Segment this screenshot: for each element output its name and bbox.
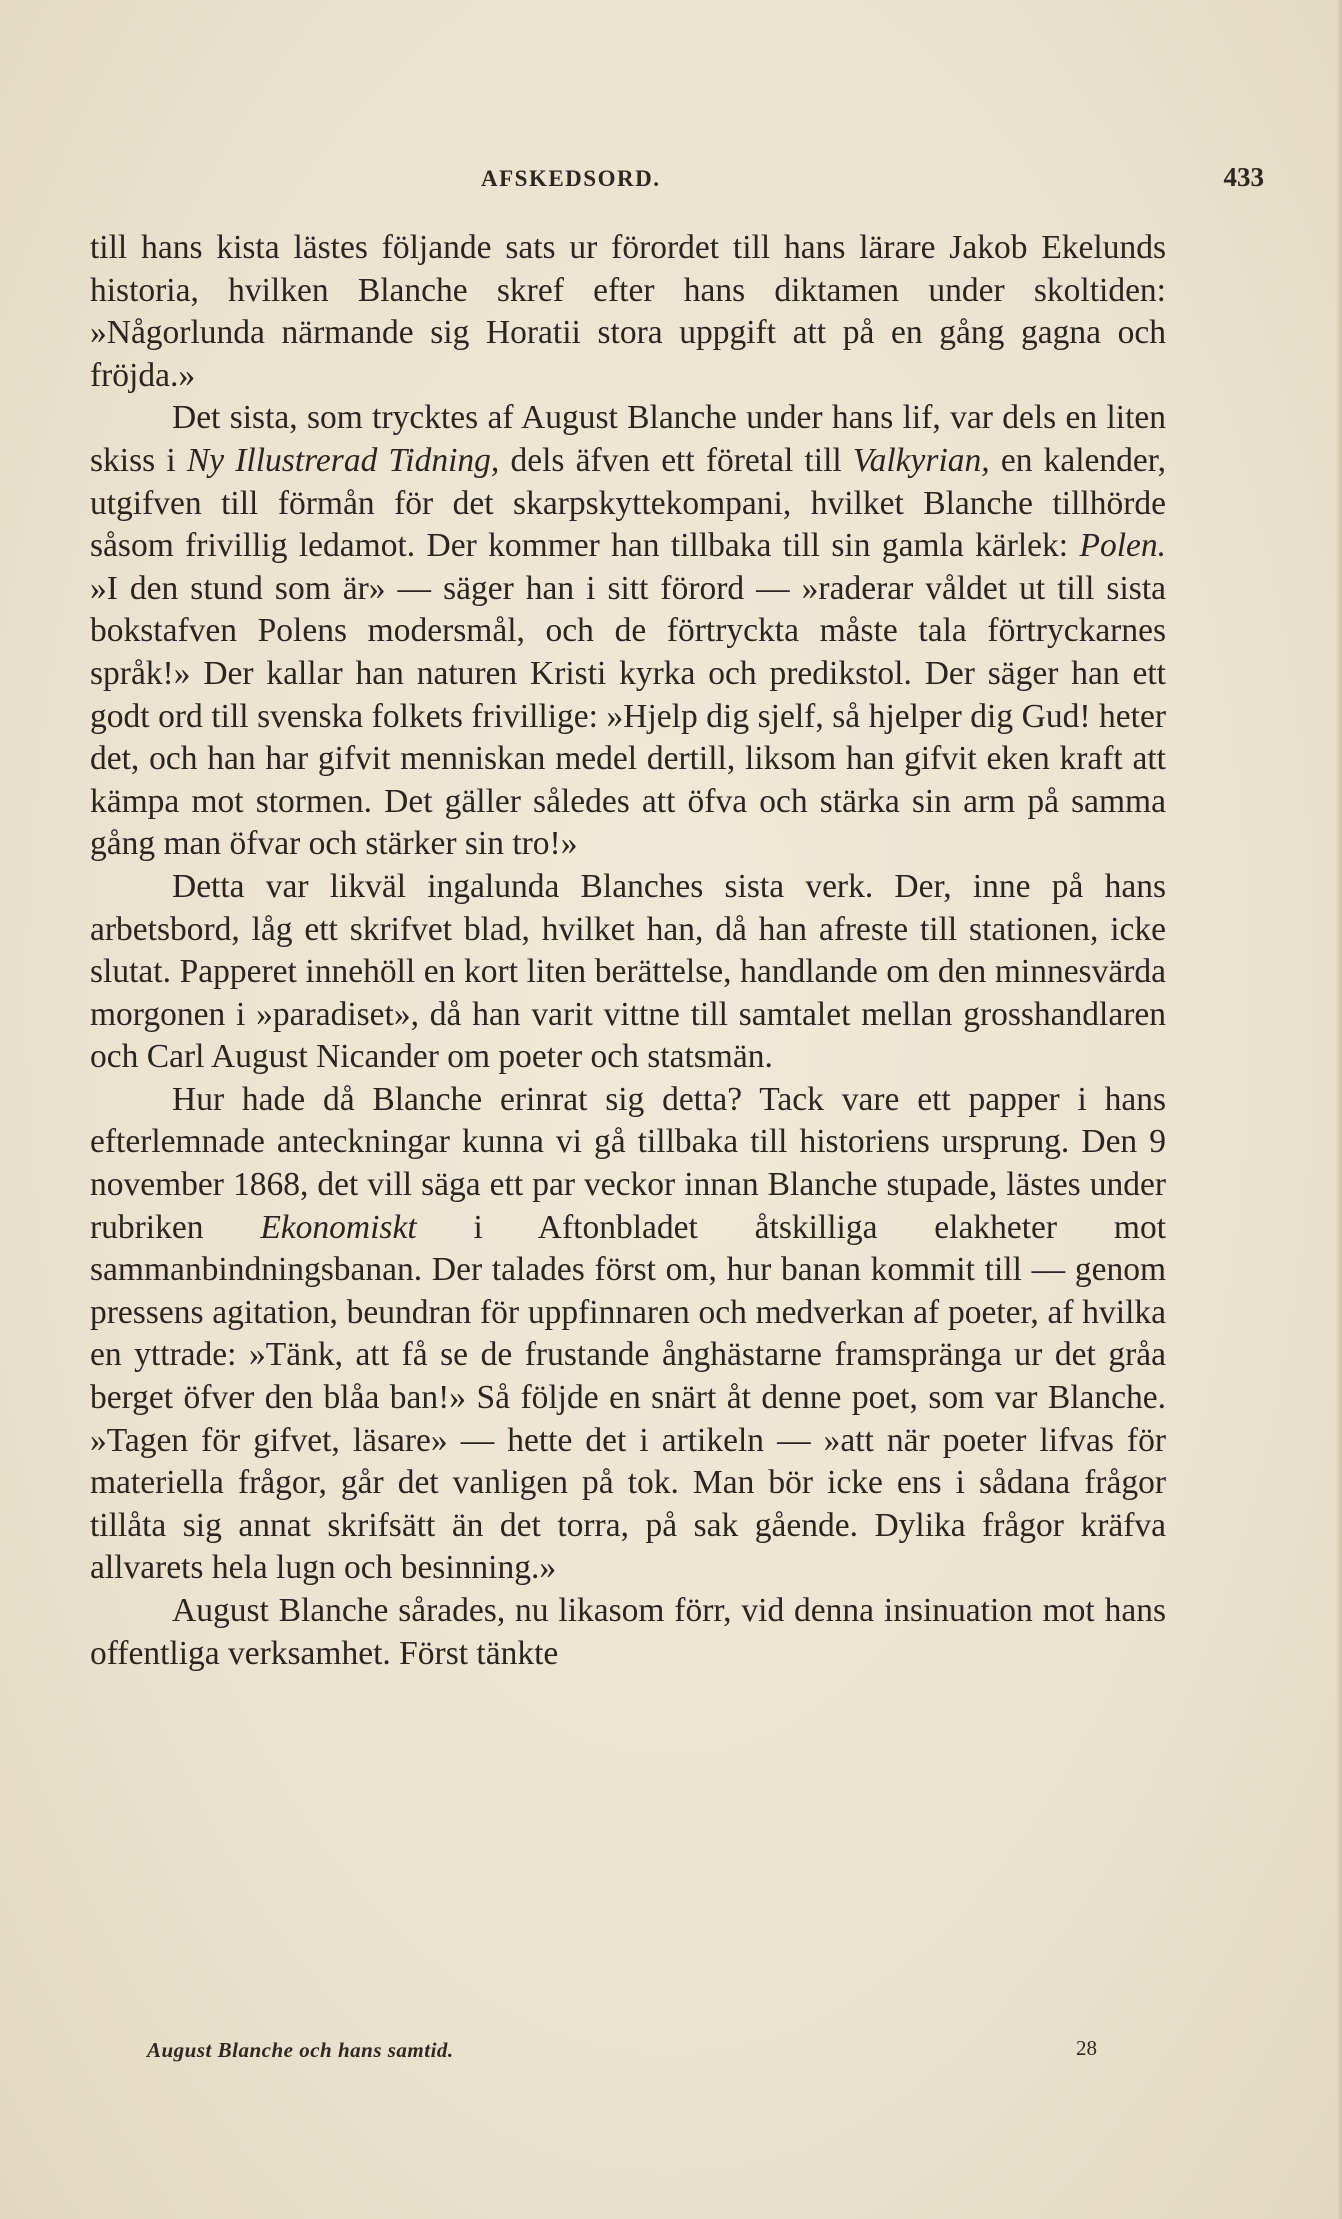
- page-number: 433: [1223, 162, 1264, 192]
- paragraph-1: till hans kista lästes följande sats ur förordet till hans lärare Jakob Ekelunds historia, hvilken Blanche skref efter hans diktamen under skoltiden: »Någorlunda närmande sig Horatii stora uppgift att på en gång gagna och fröjda.»: [90, 229, 1166, 394]
- paragraph-2-part-d: »I den stund som är» — säger han i sitt förord — »raderar våldet ut till sista bokstafven Polens modersmål, och de förtryckta måste tala förtryckarnes språk!» Der kallar han naturen Kristi kyrka och predikstol. Der säger han ett godt ord till svenska folkets frivillige: »Hjelp dig sjelf, så hjelper dig Gud! heter det, och han har gifvit menniskan medel dertill, liksom han gifvit eken kraft att kämpa mot stormen. Det gäller således att öfva och stärka sin arm på samma gång man öfvar och stärker sin tro!»: [90, 569, 1166, 863]
- italic-valkyrian: Valkyrian,: [852, 441, 990, 479]
- footer-title: August Blanche och hans samtid.: [147, 2038, 454, 2062]
- paragraph-3: Detta var likväl ingalunda Blanches sista verk. Der, inne på hans arbetsbord, låg ett skrifvet blad, hvilket han, då han afreste till stationen, icke slutat. Papperet innehöll en kort liten berättelse, handlande om den minnesvärda morgonen i »paradiset», då han varit vittne till samtalet mellan grosshandlaren och Carl August Nicander om poeter och statsmän.: [90, 867, 1166, 1076]
- paragraph-4-part-a: Hur hade då Blanche erinrat sig detta? Tack vare ett papper i hans efterlemnade anteckningar kunna vi gå tillbaka till historiens ursprung. Den 9 november 1868, det vill säga ett par veckor innan Blanche stupade, lästes under rubriken: [90, 1080, 1166, 1246]
- paragraph-2: [90, 397, 1166, 866]
- body-text: [90, 227, 1166, 1675]
- running-head: [92, 162, 1264, 206]
- italic-ny-illustrerad-tidning: Ny Illustrerad Tidning,: [186, 441, 500, 479]
- paragraph-5: August Blanche sårades, nu likasom förr, vid denna insinuation mot hans offentliga verksamhet. Först tänkte: [90, 1592, 1166, 1672]
- italic-ekonomiskt: Ekonomiskt: [260, 1208, 417, 1246]
- paragraph-4-part-b: i Aftonbladet åtskilliga elakheter mot sammanbindningsbanan. Der talades först om, hur banan kommit till — genom pressens agitation, beundran för uppfinnaren och medverkan af poeter, af hvilka en yttrade: »Tänk, att få se de frustande ånghästarne framspränga ur det gråa berget öfver den blåa ban!» Så följde en snärt åt denne poet, som var Blanche. »Tagen för gifvet, läsare» — hette det i artikeln — »att när poeter lifvas för materiella frågor, går det vanligen på tok. Man bör icke ens i sådana frågor tillåta sig annat skrifsätt än det torra, på sak gående. Dylika frågor kräfva allvarets hela lugn och besinning.»: [90, 1208, 1166, 1587]
- page-edge: [1336, 0, 1342, 2219]
- paragraph-2-part-b: dels äfven ett företal till: [499, 441, 853, 479]
- signature-mark: 28: [1076, 2036, 1097, 2060]
- footer: [147, 2038, 1097, 2074]
- paragraph-4: [90, 1079, 1166, 1590]
- running-title: AFSKEDSORD.: [481, 166, 661, 191]
- paragraph-2-part-c: en kalender, utgifven till förmån för det skarpskyttekompani, hvilket Blanche tillhörde såsom frivillig ledamot. Der kommer han tillbaka till sin gamla kärlek:: [90, 441, 1166, 565]
- italic-polen: Polen.: [1079, 527, 1166, 565]
- paragraph-2-part-a: Det sista, som trycktes af August Blanche under hans lif, var dels en liten skiss i: [90, 399, 1166, 479]
